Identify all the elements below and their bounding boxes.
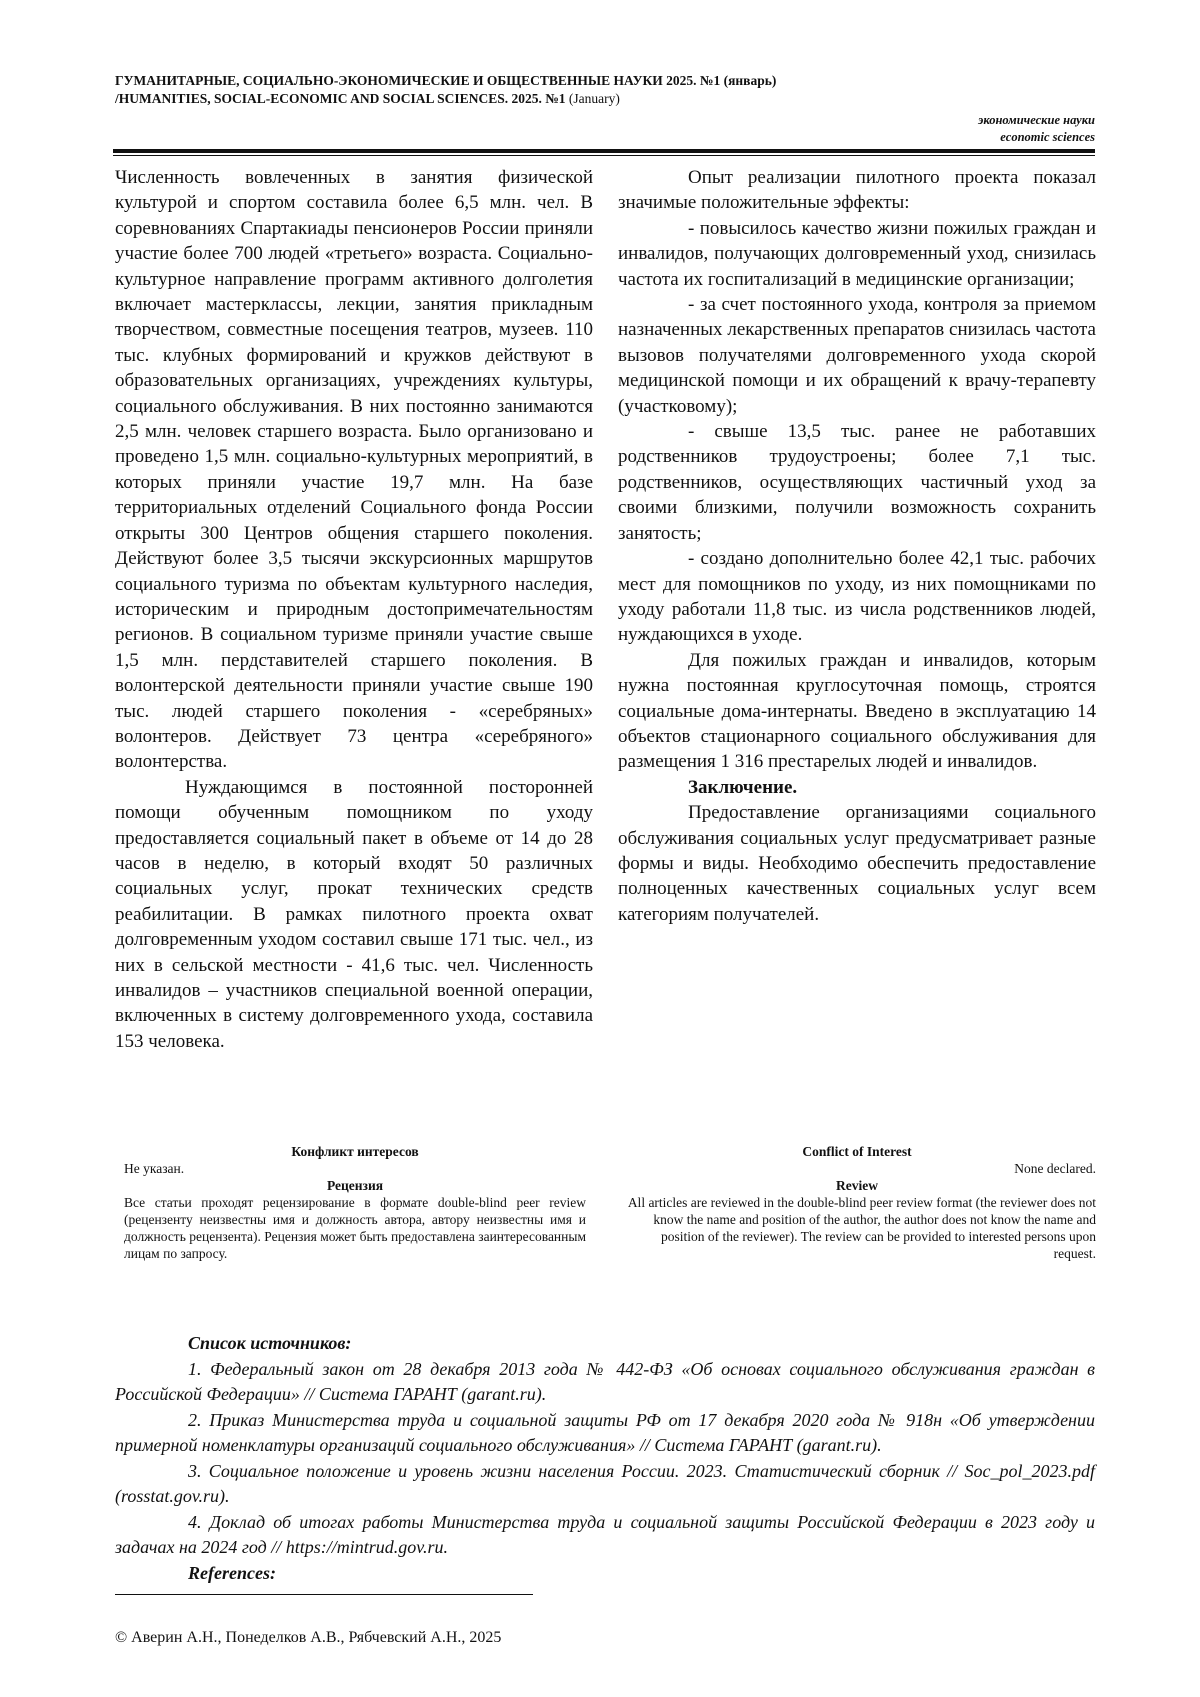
footnote-rule: [115, 1594, 533, 1595]
sources-list: [115, 1331, 1095, 1586]
conflict-title-en: Conflict of Interest: [802, 1144, 912, 1159]
source-item-2: 2. Приказ Министерства труда и социальной защиты РФ от 17 декабря 2020 года № 918н «Об утверждении примерной номенклатуры организаций социального обслуживания» // Система ГАРАНТ (garant.ru).: [115, 1409, 1095, 1455]
section-label-en: economic sciences: [1000, 130, 1095, 144]
conflict-title-ru: Конфликт интересов: [291, 1144, 419, 1159]
journal-issue-month-en: (January): [565, 91, 620, 106]
left-paragraph-2: Нуждающимся в постоянной посторонней помощи обученным помощником по уходу предоставляется социальный пакет в объеме от 14 до 28 часов в неделю, в который входят 50 различных социальных услуг, прокат технических средств реабилитации. В рамках пилотного проекта охват долговременным уходом составил свыше 171 тыс. чел., из них в сельской местности - 41,6 тыс. чел. Численность инвалидов – участников специальной военной операции, включенных в систему долговременного ухода, составила 153 человека.: [115, 776, 593, 1052]
journal-title-en-main: /HUMANITIES, SOCIAL-ECONOMIC AND SOCIAL SCIENCES. 2025. №1: [115, 91, 566, 106]
references-title: References:: [188, 1562, 276, 1583]
review-title-en: Review: [836, 1178, 878, 1193]
review-title-ru: Рецензия: [326, 1178, 384, 1193]
right-paragraph-2: Для пожилых граждан и инвалидов, которым нужна постоянная круглосуточная помощь, строятся социальные дома-интернаты. Введено в эксплуатацию 14 объектов стационарного социального обслуживания для размещения 1 316 престарелых людей и инвалидов.: [618, 649, 1096, 773]
section-label-ru: экономические науки: [978, 113, 1095, 127]
right-column: [618, 165, 1096, 927]
source-item-4: 4. Доклад об итогах работы Министерства труда и социальной защиты Российской Федерации в 2023 году и задачах на 2024 год // https://mintrud.gov.ru.: [115, 1511, 1095, 1557]
copyright: © Аверин А.Н., Понеделков А.В., Рябчевский А.Н., 2025: [115, 1629, 502, 1646]
conclusion-text: Предоставление организациями социального обслуживания социальных услуг предусматривает разные формы и виды. Необходимо обеспечить предоставление полноценных качественных социальных услуг всем категориям получателей.: [618, 802, 1096, 925]
right-intro: Опыт реализации пилотного проекта показал значимые положительные эффекты:: [618, 167, 1096, 214]
review-text-en: All articles are reviewed in the double-blind peer review format (the reviewer does not know the name and position of the author, the author does not know the name and position of the reviewer). The review can be provided to interested persons upon request.: [627, 1195, 1096, 1261]
source-item-3: 3. Социальное положение и уровень жизни населения России. 2023. Статистический сборник // Soc_pol_2023.pdf (rosstat.gov.ru).: [115, 1460, 1095, 1506]
journal-title-ru: ГУМАНИТАРНЫЕ, СОЦИАЛЬНО-ЭКОНОМИЧЕСКИЕ И ОБЩЕСТВЕННЫЕ НАУКИ 2025. №1 (январь): [115, 73, 777, 88]
sources-title: Список источников:: [188, 1333, 352, 1353]
left-paragraph-1: Численность вовлеченных в занятия физической культурой и спортом составила более 6,5 млн. чел. В соревнованиях Спартакиады пенсионеров России приняли участие более 700 людей «третьего» возраста. Социально-культурное направление программ активного долголетия включает мастерклассы, лекции, занятия прикладным творчеством, совместные посещения театров, музеев. 110 тыс. клубных формирований и кружков действуют в образовательных организациях, учреждениях культуры, социального обслуживания. В них постоянно занимаются 2,5 млн. человек старшего возраста. Было организовано и проведено 1,5 млн. социально-культурных мероприятий, в которых приняли участие 19,7 млн. На базе территориальных отделений Социального фонда России открыты 300 Центров общения старшего поколения. Действуют более 3,5 тысячи экскурсионных маршрутов социального туризма по объектам культурного наследия, историческим и природным достопримечательностям регионов. В социальном туризме приняли участие свыше 1,5 млн. пердставителей старшего поколения. В волонтерской деятельности приняли участие свыше 190 тыс. людей старшего поколения - «серебряных» волонтеров. Действует 73 центра «серебряного» волонтерства.: [115, 167, 593, 773]
section-label: [978, 112, 1095, 146]
left-column: [115, 165, 593, 1054]
meta-ru: [124, 1143, 586, 1262]
conflict-value-ru: Не указан.: [124, 1161, 185, 1176]
conflict-value-en: None declared.: [1014, 1161, 1096, 1176]
right-bullet-2: - за счет постоянного ухода, контроля за приемом назначенных лекарственных препаратов снизилась частота вызовов получателями долговременного ухода скорой медицинской помощи и их обращений к врачу-терапевту (участковому);: [618, 294, 1096, 417]
header-rule-thin: [113, 155, 1095, 156]
header-rule-thick: [113, 149, 1095, 153]
journal-title-en: [115, 90, 1095, 108]
meta-en: [618, 1143, 1096, 1262]
review-text-ru: Все статьи проходят рецензирование в формате double-blind peer review (рецензенту неизвестны имя и должность автора, автору неизвестны имя и должность рецензента). Рецензия может быть предоставлена заинтересованным лицам по запросу.: [124, 1195, 586, 1261]
right-bullet-3: - свыше 13,5 тыс. ранее не работавших родственников трудоустроены; более 7,1 тыс. родственников, осуществляющих частичный уход за своими близкими, получили возможность сохранить занятость;: [618, 421, 1096, 544]
right-bullet-1: - повысилось качество жизни пожилых граждан и инвалидов, получающих долговременный уход, снизилась частота их госпитализаций в медицинские организации;: [618, 217, 1096, 290]
conclusion-heading: Заключение.: [688, 776, 798, 798]
right-bullet-4: - создано дополнительно более 42,1 тыс. рабочих мест для помощников по уходу, из них помощниками по уходу работали 11,8 тыс. из числа родственников людей, нуждающихся в уходе.: [618, 548, 1096, 646]
source-item-1: 1. Федеральный закон от 28 декабря 2013 года № 442-ФЗ «Об основах социального обслуживания граждан в Российской Федерации» // Система ГАРАНТ (garant.ru).: [115, 1358, 1095, 1404]
journal-header: [115, 72, 1095, 108]
